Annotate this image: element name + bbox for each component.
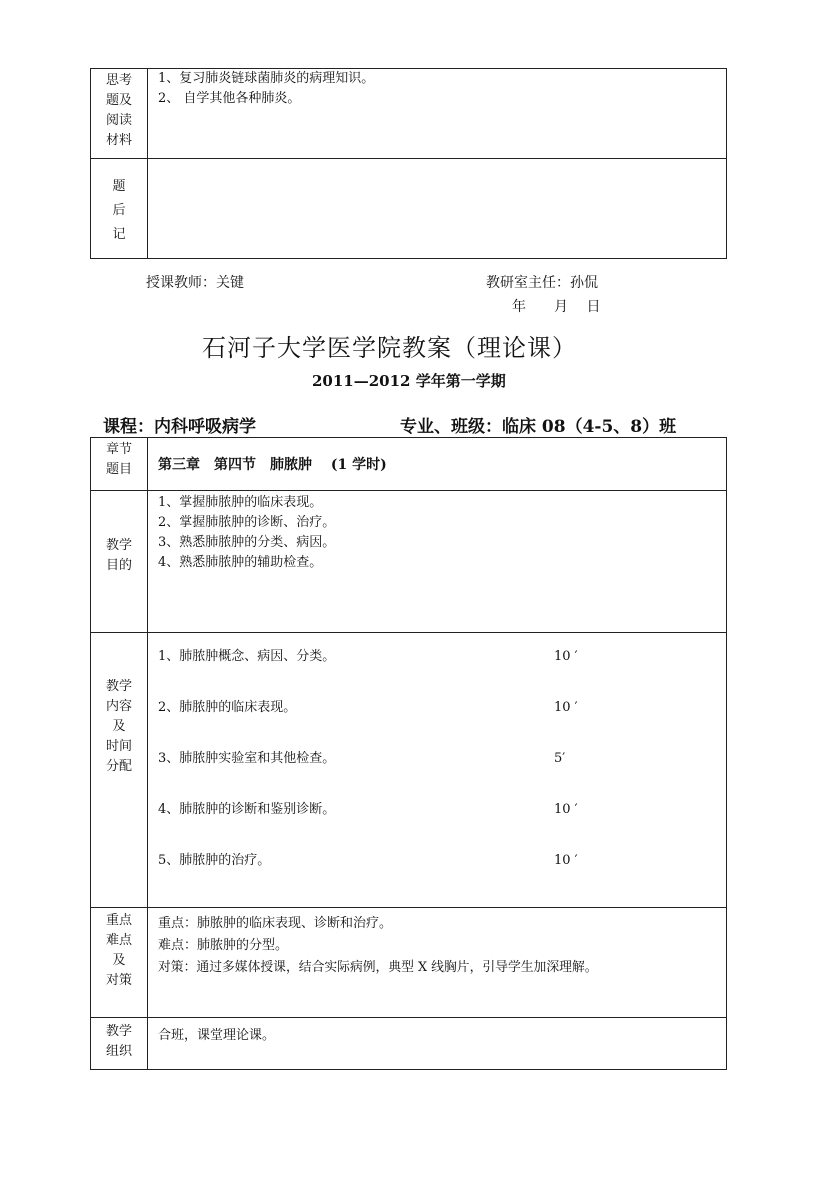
label-line: 记 (112, 227, 126, 242)
postscript-content (148, 159, 727, 259)
content-item (158, 647, 726, 667)
thinking-content (148, 69, 727, 159)
label-line: 难点 (105, 933, 132, 948)
thinking-item: 1、复习肺炎链球菌肺炎的病理知识。 (158, 71, 375, 86)
label-line: 题及 (105, 93, 132, 108)
content-item-time: 10 ′ (554, 649, 578, 664)
org-label (91, 1018, 148, 1070)
postscript-label (91, 159, 148, 259)
objectives-content (148, 491, 727, 633)
label-line: 题 (112, 179, 126, 194)
objectives-label (91, 491, 148, 633)
content-item (158, 800, 726, 820)
teacher-name: 授课教师：关键 (146, 275, 244, 291)
content-item-text: 1、肺脓肿概念、病因、分类。 (158, 649, 336, 664)
content-item-time: 5′ (554, 751, 566, 766)
page-title: 石河子大学医学院教案（理论课） (202, 334, 577, 362)
lesson-plan-table (90, 437, 727, 1070)
label-line: 时间 (105, 739, 132, 754)
director-name: 教研室主任：孙侃 (486, 275, 598, 291)
content-item (158, 698, 726, 718)
label-line: 教学 (105, 679, 132, 694)
label-line: 对策 (105, 973, 132, 988)
content-item-time: 10 ′ (554, 802, 578, 817)
label-line: 章节 (105, 442, 132, 457)
course-label: 课程：内科呼吸病学 (103, 417, 256, 437)
label-line: 思考 (105, 73, 132, 88)
content-item-time: 10 ′ (554, 853, 578, 868)
chapter-label (91, 438, 148, 491)
label-line: 目的 (105, 558, 132, 573)
key-item: 难点：肺脓肿的分型。 (158, 938, 289, 953)
content-item (158, 851, 726, 871)
objective-item: 1、掌握肺脓肿的临床表现。 (158, 495, 323, 510)
label-line: 及 (112, 719, 126, 734)
date-line: 年 月 日 (512, 299, 601, 315)
content-item (158, 749, 726, 769)
content-item-text: 2、肺脓肿的临床表现。 (158, 700, 297, 715)
content-body (148, 633, 727, 908)
key-item: 重点：肺脓肿的临床表现、诊断和治疗。 (158, 916, 393, 931)
label-line: 内容 (105, 699, 132, 714)
major-label: 专业、班级：临床 08（4-5、8）班 (400, 417, 677, 437)
label-line: 教学 (105, 538, 132, 553)
content-item-text: 5、肺脓肿的治疗。 (158, 853, 271, 868)
org-value: 合班，课堂理论课。 (148, 1018, 727, 1070)
content-label (91, 633, 148, 908)
content-item-text: 3、肺脓肿实验室和其他检查。 (158, 751, 336, 766)
objective-item: 3、熟悉肺脓肿的分类、病因。 (158, 535, 336, 550)
label-line: 题目 (105, 462, 132, 477)
key-label (91, 908, 148, 1018)
key-content (148, 908, 727, 1018)
label-line: 分配 (105, 759, 132, 774)
label-line: 材料 (105, 133, 132, 148)
objective-item: 4、熟悉肺脓肿的辅助检查。 (158, 555, 323, 570)
label-line: 组织 (105, 1044, 132, 1059)
term-label: 2011—2012 学年第一学期 (312, 372, 506, 390)
label-line: 重点 (105, 913, 132, 928)
label-line: 及 (112, 953, 126, 968)
label-line: 教学 (105, 1024, 132, 1039)
label-line: 后 (112, 203, 126, 218)
thinking-table (90, 68, 727, 259)
chapter-value: 第三章 第四节 肺脓肿 (1 学时) (148, 438, 727, 491)
key-item: 对策：通过多媒体授课，结合实际病例，典型 X 线胸片，引导学生加深理解。 (158, 960, 598, 975)
content-item-time: 10 ′ (554, 700, 578, 715)
objective-item: 2、掌握肺脓肿的诊断、治疗。 (158, 515, 336, 530)
thinking-item: 2、 自学其他各种肺炎。 (158, 91, 301, 106)
label-line: 阅读 (105, 113, 132, 128)
content-item-text: 4、肺脓肿的诊断和鉴别诊断。 (158, 802, 336, 817)
thinking-label (91, 69, 148, 159)
